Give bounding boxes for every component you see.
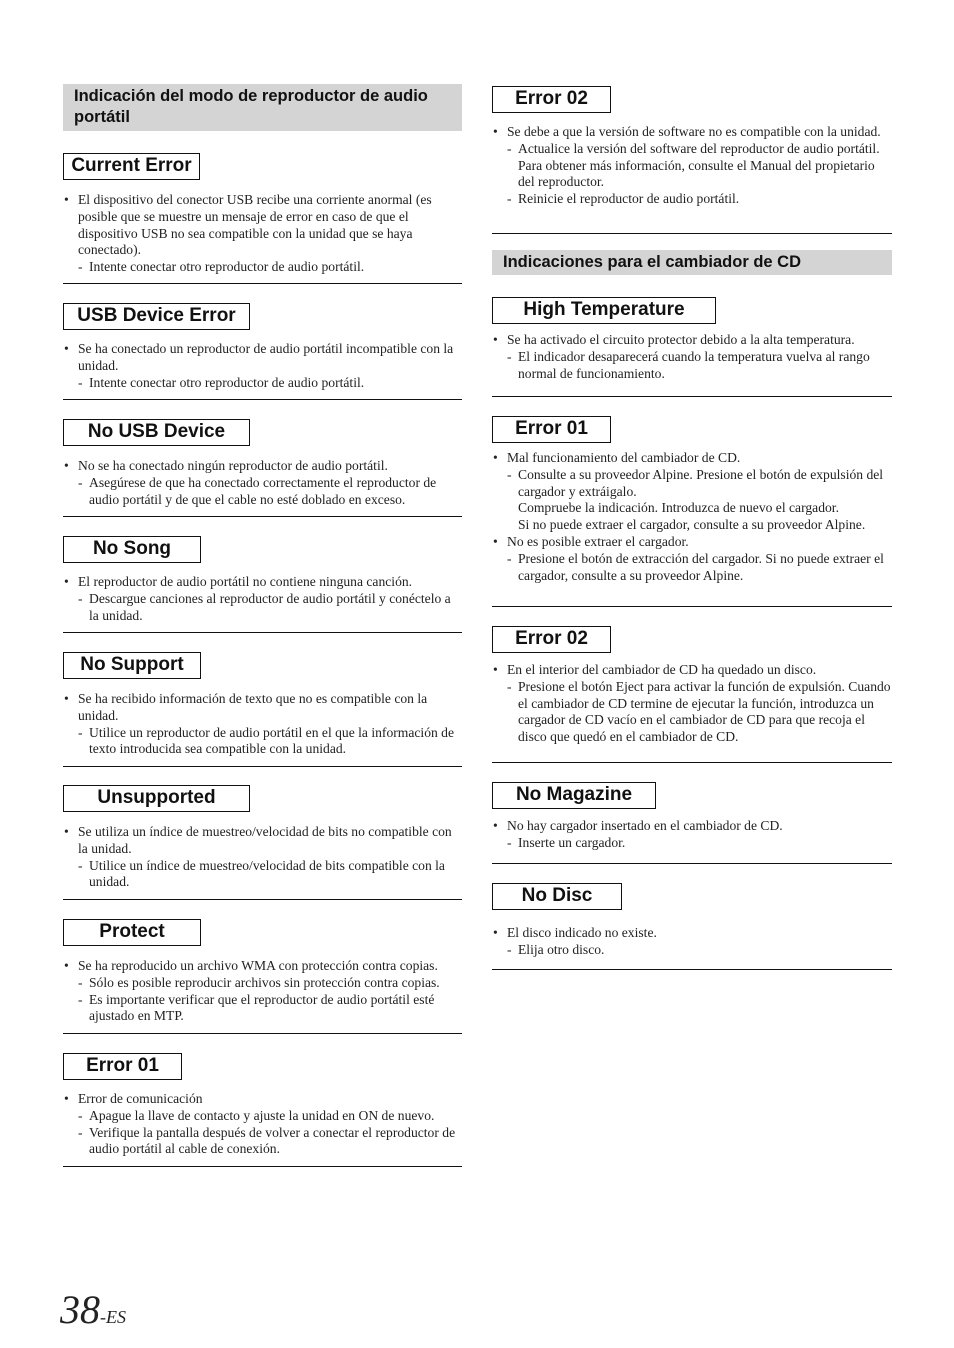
bullet: • Se utiliza un índice de muestreo/velocidad de bits no compatible con la unidad. (63, 824, 462, 858)
divider (492, 606, 892, 607)
bullet: • Se ha recibido información de texto que no es compatible con la unidad. (63, 691, 462, 725)
page-number-suffix: -ES (100, 1307, 126, 1327)
divider (63, 1033, 462, 1034)
bullet: • En el interior del cambiador de CD ha quedado un disco. (492, 662, 892, 679)
sub-item: - Inserte un cargador. (492, 835, 892, 852)
body-usb-device-error (63, 341, 462, 391)
page-number-value: 38 (60, 1287, 100, 1332)
sub-item: - Verifique la pantalla después de volver a conectar el reproductor de audio portátil al cable de conexión. (63, 1125, 462, 1159)
bullet: • No es posible extraer el cargador. (492, 534, 892, 551)
heading-high-temperature: High Temperature (492, 297, 716, 324)
bullet: • Mal funcionamiento del cambiador de CD. (492, 450, 892, 467)
heading-no-disc: No Disc (492, 883, 622, 910)
section-banner-cd-changer: Indicaciones para el cambiador de CD (492, 250, 892, 275)
bullet: • Se ha activado el circuito protector debido a la alta temperatura. (492, 332, 892, 349)
bullet: • El dispositivo del conector USB recibe una corriente anormal (es posible que se muestre un mensaje de error en caso de que el dispositivo USB no sea compatible con la unidad que se haya conectado). (63, 192, 462, 259)
bullet: • No hay cargador insertado en el cambiador de CD. (492, 818, 892, 835)
bullet: • No se ha conectado ningún reproductor de audio portátil. (63, 458, 462, 475)
sub-item: - Reinicie el reproductor de audio portátil. (492, 191, 892, 208)
divider (492, 969, 892, 970)
divider (492, 233, 892, 234)
divider (63, 632, 462, 633)
sub-item: - Asegúrese de que ha conectado correctamente el reproductor de audio portátil y de que el cable no esté doblado en exceso. (63, 475, 462, 509)
body-error-02-software (492, 124, 892, 208)
continuation-text: Compruebe la indicación. Introduzca de nuevo el cargador. (518, 500, 839, 516)
sub-item: - Intente conectar otro reproductor de audio portátil. (63, 375, 462, 392)
divider (492, 396, 892, 397)
sub-item: - El indicador desaparecerá cuando la temperatura vuelva al rango normal de funcionamiento. (492, 349, 892, 383)
body-protect (63, 958, 462, 1025)
heading-no-support: No Support (63, 652, 201, 679)
bullet: • El reproductor de audio portátil no contiene ninguna canción. (63, 574, 462, 591)
body-no-usb-device (63, 458, 462, 508)
divider (63, 766, 462, 767)
bullet: • Error de comunicación (63, 1091, 462, 1108)
divider (63, 1166, 462, 1167)
bullet: • El disco indicado no existe. (492, 925, 892, 942)
page-number (60, 1288, 126, 1332)
sub-item: - Elija otro disco. (492, 942, 892, 959)
body-no-song (63, 574, 462, 624)
heading-usb-device-error: USB Device Error (63, 303, 250, 330)
sub-item: - Presione el botón Eject para activar la función de expulsión. Cuando el cambiador de CD termine de ejecutar la función, introduzca un cargador de CD vacío en el cambiador de CD para que recoja el disco que quedó en el cambiador de CD. (492, 679, 892, 746)
continuation-text: Si no puede extraer el cargador, consulte a su proveedor Alpine. (518, 517, 866, 533)
body-unsupported (63, 824, 462, 891)
body-no-disc (492, 925, 892, 959)
sub-item: - Apague la llave de contacto y ajuste la unidad en ON de nuevo. (63, 1108, 462, 1125)
sub-item: - Utilice un índice de muestreo/velocidad de bits compatible con la unidad. (63, 858, 462, 892)
section-banner-portable-player: Indicación del modo de reproductor de audio portátil (63, 84, 462, 131)
body-error-01-cd (492, 450, 892, 584)
heading-no-song: No Song (63, 536, 201, 563)
divider (63, 516, 462, 517)
sub-item: - Sólo es posible reproducir archivos sin protección contra copias. (63, 975, 462, 992)
body-high-temperature (492, 332, 892, 382)
sub-item: - Actualice la versión del software del reproductor de audio portátil. Para obtener más información, consulte el Manual del propietario del reproductor. (492, 141, 892, 191)
bullet: • Se debe a que la versión de software no es compatible con la unidad. (492, 124, 892, 141)
heading-unsupported: Unsupported (63, 785, 250, 812)
bullet: • Se ha reproducido un archivo WMA con protección contra copias. (63, 958, 462, 975)
sub-item: - Utilice un reproductor de audio portátil en el que la información de texto introducida sea compatible con la unidad. (63, 725, 462, 759)
divider (63, 899, 462, 900)
body-error-02-cd (492, 662, 892, 746)
heading-protect: Protect (63, 919, 201, 946)
sub-item: - Presione el botón de extracción del cargador. Si no puede extraer el cargador, consulte a su proveedor Alpine. (492, 551, 892, 585)
sub-item: - Descargue canciones al reproductor de audio portátil y conéctelo a la unidad. (63, 591, 462, 625)
body-no-support (63, 691, 462, 758)
heading-error-02-cd: Error 02 (492, 626, 611, 653)
divider (492, 863, 892, 864)
heading-error-01-cd: Error 01 (492, 416, 611, 443)
heading-no-magazine: No Magazine (492, 782, 656, 809)
body-no-magazine (492, 818, 892, 852)
divider (63, 283, 462, 284)
sub-item: - Es importante verificar que el reproductor de audio portátil esté ajustado en MTP. (63, 992, 462, 1026)
body-current-error (63, 192, 462, 276)
sub-item: - Intente conectar otro reproductor de audio portátil. (63, 259, 462, 276)
bullet: • Se ha conectado un reproductor de audio portátil incompatible con la unidad. (63, 341, 462, 375)
heading-error-02-software: Error 02 (492, 86, 611, 113)
heading-no-usb-device: No USB Device (63, 419, 250, 446)
heading-current-error: Current Error (63, 153, 200, 180)
divider (492, 762, 892, 763)
divider (63, 399, 462, 400)
sub-item: - Consulte a su proveedor Alpine. Presione el botón de expulsión del cargador y extráigalo. (492, 467, 892, 501)
body-error-01-comm (63, 1091, 462, 1158)
heading-error-01-comm: Error 01 (63, 1053, 182, 1080)
